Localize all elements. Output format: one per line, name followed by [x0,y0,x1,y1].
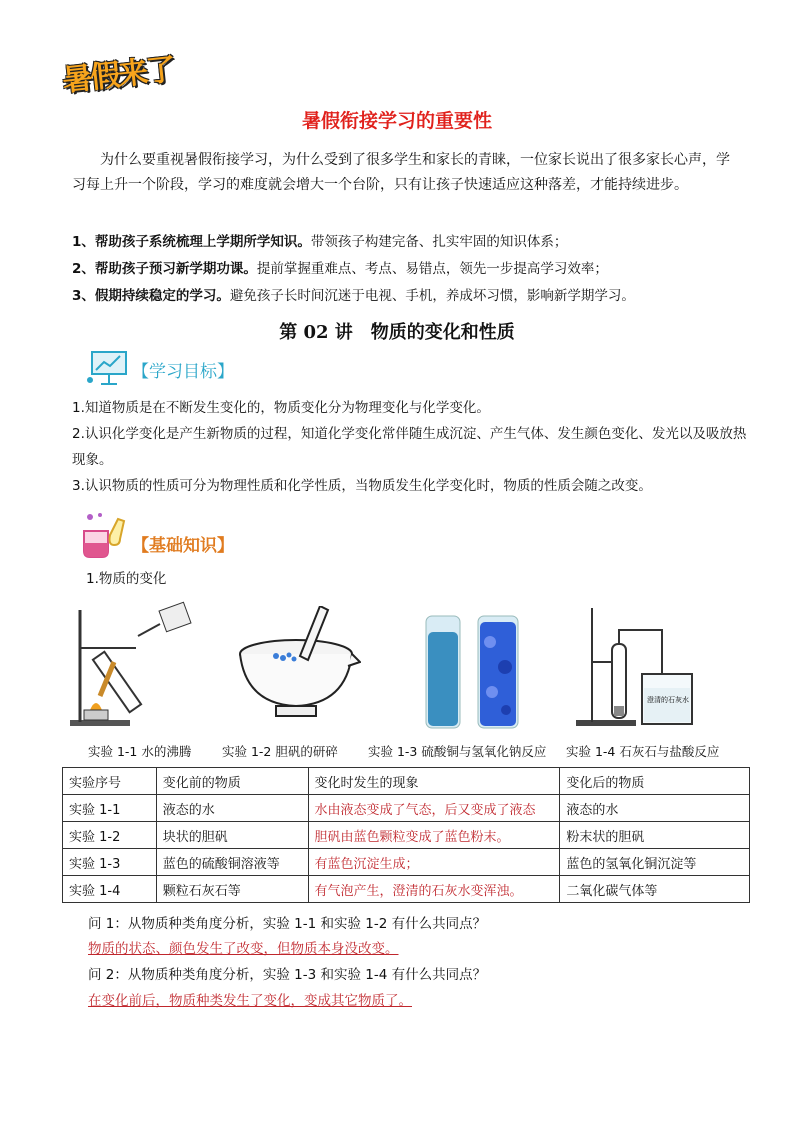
table-row [63,849,750,876]
figure-test-tubes [420,612,530,732]
point-3-num: 3、 [72,288,95,304]
table-row [63,795,750,822]
point-2-bold: 帮助孩子预习新学期功课。 [94,261,257,277]
objective-1: 1.知道物质是在不断发生变化的，物质变化分为物理变化与化学变化。 [72,400,490,416]
header-cell: 变化后的物质 [560,768,750,795]
question-2: 问 2：从物质种类角度分析，实验 1-3 和实验 1-4 有什么共同点？ [88,967,487,983]
answer-2: 在变化前后，物质种类发生了变化，变成其它物质了。 [88,993,412,1009]
point-1 [72,232,752,252]
table-cell: 蓝色的硫酸铜溶液等 [156,849,308,876]
whiteboard-icon [86,350,130,388]
table-cell: 块状的胆矾 [156,822,308,849]
point-2 [72,259,752,279]
point-3-bold: 假期持续稳定的学习。 [94,288,230,304]
figure-mortar [236,606,361,732]
table-cell: 实验 1-3 [63,849,157,876]
beaker-label: 澄清的石灰水 [647,696,689,704]
main-title: 暑假衔接学习的重要性 [301,110,492,132]
caption-1: 实验 1-1 水的沸腾 [88,744,192,759]
table-header-row [63,768,750,795]
header-cell: 实验序号 [63,768,157,795]
point-3 [72,286,752,306]
point-2-rest: 提前掌握重难点、考点、易错点，领先一步提高学习效率； [256,261,608,277]
summer-logo: 暑假来了 [60,52,176,99]
intro-text: 为什么要重视暑假衔接学习，为什么受到了很多学生和家长的青睐，一位家长说出了很多家长心声，学习每上升一个阶段，学习的难度就会增大一个台阶，只有让孩子快速适应这种落差，才能持续进步。 [72,152,730,193]
objective-3: 3.认识物质的性质可分为物理性质和化学性质，当物质发生化学变化时，物质的性质会随之改变。 [72,478,652,494]
lecture-title: 第 02 讲 物质的变化和性质 [279,322,515,343]
table-cell: 实验 1-1 [63,795,157,822]
basics-heading: 【基础知识】 [132,536,234,556]
answer-1: 物质的状态、颜色发生了改变，但物质本身没改变。 [88,941,399,957]
table-row [63,876,750,903]
caption-4: 实验 1-4 石灰石与盐酸反应 [566,744,720,759]
point-3-rest: 避免孩子长时间沉迷于电视、手机，养成坏习惯，影响新学期学习。 [229,288,635,304]
table-cell: 液态的水 [560,795,750,822]
point-2-num: 2、 [72,261,95,277]
caption-3: 实验 1-3 硫酸铜与氢氧化钠反应 [368,744,547,759]
table-cell: 有气泡产生，澄清的石灰水变浑浊。 [308,876,560,903]
table-cell: 实验 1-2 [63,822,157,849]
table-cell: 有蓝色沉淀生成； [308,849,560,876]
objectives-heading: 【学习目标】 [132,362,234,382]
table-row [63,822,750,849]
table-cell: 颗粒石灰石等 [156,876,308,903]
experiment-table [62,767,750,903]
table-cell: 液态的水 [156,795,308,822]
table-cell: 二氧化碳气体等 [560,876,750,903]
header-cell: 变化时发生的现象 [308,768,560,795]
figure-limestone-acid [572,604,722,732]
point-1-rest: 带领孩子构建完备、扎实牢固的知识体系； [310,234,568,250]
figure-boiling-water [70,600,195,730]
point-1-bold: 帮助孩子系统梳理上学期所学知识。 [94,234,311,250]
intro-paragraph [72,148,732,198]
table-cell: 实验 1-4 [63,876,157,903]
objective-2: 2.认识化学变化是产生新物质的过程，知道化学变化常伴随生成沉淀、产生气体、发生颜色变化、发光以及吸放热现象。 [72,426,747,468]
table-cell: 粉末状的胆矾 [560,822,750,849]
table-cell: 胆矾由蓝色颗粒变成了蓝色粉末。 [308,822,560,849]
header-cell: 变化前的物质 [156,768,308,795]
basics-subheading: 1.物质的变化 [86,571,167,587]
flask-icon [76,511,128,559]
point-1-num: 1、 [72,234,95,250]
caption-2: 实验 1-2 胆矾的研碎 [222,744,338,759]
question-1: 问 1：从物质种类角度分析，实验 1-1 和实验 1-2 有什么共同点？ [88,916,487,932]
table-cell: 蓝色的氢氧化铜沉淀等 [560,849,750,876]
table-cell: 水由液态变成了气态，后又变成了液态 [308,795,560,822]
